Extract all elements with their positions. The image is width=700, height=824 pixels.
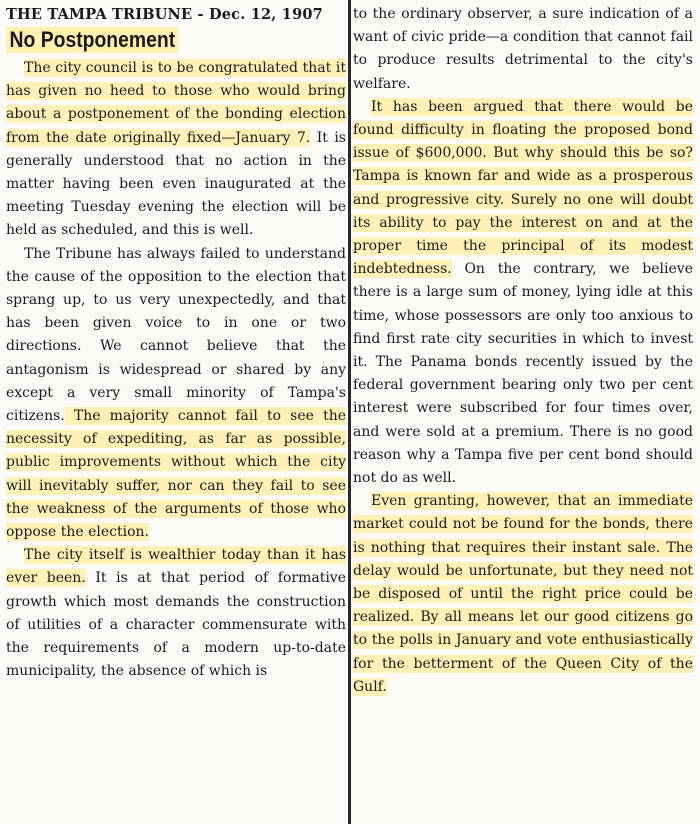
text-run: to the ordinary observer, a sure indication of a want of civic pride—a condition that cannot fail to produce results detrimental to the city's welfare. [353, 6, 693, 92]
highlight: Even granting, however, that an immediate market could not be found for the bonds, there is nothing that requires their instant sale. The delay would be unfortunate, but they need not be disposed of until the right price could be realized. By all means let our good citizens go to the polls in January and vote enthusiastically for the betterment of the Queen City of the Gulf. [353, 493, 693, 695]
headline: No Postponement [6, 27, 179, 53]
text-run: It is at that period of formative growth which most demands the construction of utilities of a character commensurate with the requirements of a modern up-to-date municipality, the absence of which is [6, 570, 346, 680]
left-column [6, 0, 346, 824]
paragraph-5 [353, 490, 693, 699]
paragraph-1 [6, 57, 346, 243]
paragraph-3 [6, 544, 346, 683]
highlight: The majority cannot fail to see the necessity of expediting, as far as possible, public improvements without which the city will inevitably suffer, nor can they fail to see the weakness of the arguments of those who oppose the election. [6, 408, 346, 541]
column-divider [348, 0, 351, 824]
text-run: On the contrary, we believe there is a large sum of money, lying idle at this time, whose possessors are only too anxious to find first rate city securities in which to invest it. The Panama bonds recently issued by the federal government bearing only two per cent interest were subscribed for four times over, and were sold at a premium. There is no good reason why a Tampa five per cent bond should not do as well. [353, 261, 693, 487]
highlight: The city itself is wealthier today than it has ever been. [6, 547, 346, 587]
text-run: It is generally understood that no action in the matter having been even inaugurated at the meeting Tuesday evening the election will be held as scheduled, and this is well. [6, 129, 346, 239]
paragraph-4 [353, 96, 693, 490]
right-column [353, 0, 693, 824]
highlight: The city council is to be congratulated that it has given no heed to those who would bring about a postponement of the bonding election from the date originally fixed—January 7. [6, 60, 346, 146]
paragraph-2 [6, 243, 346, 545]
paragraph-continued [353, 3, 693, 96]
masthead: THE TAMPA TRIBUNE - Dec. 12, 1907 [6, 6, 323, 23]
highlight: It has been argued that there would be found difficulty in floating the proposed bond issue of $600,000. But why should this be so? Tampa is known far and wide as a prosperous and progressive city. Surely no one will doubt its ability to pay the interest on and at the proper time the principal of its modest indebtedness. [353, 98, 693, 278]
text-run: The Tribune has always failed to understand the cause of the opposition to the election that sprang up, to us very unexpectedly, and that has been given voice to in one or two directions. We cannot believe that the antagonism is widespread or shared by any except a very small minority of Tampa's citizens. [6, 245, 346, 425]
